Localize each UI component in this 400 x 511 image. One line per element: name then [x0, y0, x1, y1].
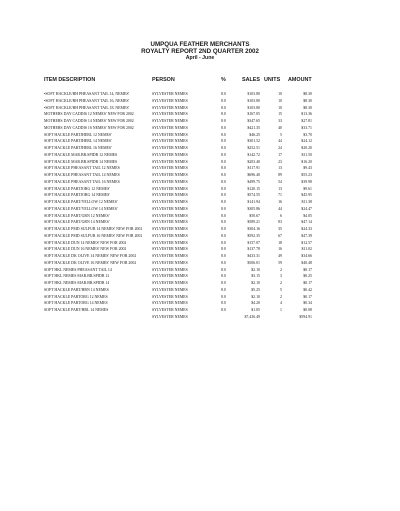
- cell-amount: $9.61: [303, 186, 312, 191]
- cell-sales: $117.91: [247, 166, 260, 171]
- cell-percent: 8.0: [221, 186, 226, 191]
- cell-units: 16: [278, 200, 282, 204]
- cell-units: 44: [278, 206, 282, 211]
- cell-percent: 8.0: [221, 274, 226, 279]
- report-title: ROYALTY REPORT 2ND QUARTER 2002: [141, 48, 259, 55]
- cell-sales: $301.52: [247, 139, 260, 144]
- cell-amount: $13.36: [301, 112, 312, 117]
- cell-units: 23: [278, 159, 282, 164]
- cell-item-description: SOFT HKL NEMES MAR.BR.SPIDR 14: [44, 281, 110, 285]
- cell-person: SYLVESTER NEMES: [152, 301, 188, 306]
- cell-percent: 8.0: [221, 294, 226, 299]
- cell-item-description: •SOFT HACKLE/BH PHEASANT TAIL 16, NEMES': [44, 98, 130, 103]
- cell-percent: 8.0: [221, 254, 226, 258]
- cell-units: 13: [278, 166, 282, 171]
- cell-units: 67: [278, 233, 282, 238]
- cell-sales: $589.21: [247, 220, 260, 225]
- cell-amount: $12.57: [301, 240, 312, 245]
- cell-percent: 8.0: [221, 200, 226, 204]
- cell-person: SYLVESTER NEMES: [152, 213, 188, 218]
- cell-percent: 8.0: [221, 227, 226, 231]
- cell-units: 44: [278, 139, 282, 144]
- cell-amount: $39.98: [301, 179, 312, 184]
- table-row: [0, 172, 400, 179]
- cell-sales: $167.05: [247, 112, 260, 117]
- cell-person: SYLVESTER NEMES: [152, 92, 188, 96]
- cell-item-description: SOFT HACKLE PHEASANT TAIL 14 NEMES: [44, 173, 120, 177]
- cell-amount: $24.12: [301, 139, 312, 144]
- cell-person: SYLVESTER NEMES: [152, 247, 188, 252]
- cell-amount: $11.02: [301, 247, 312, 252]
- cell-sales: $1.05: [251, 308, 260, 312]
- table-row: [0, 186, 400, 193]
- cell-sales: $5.25: [251, 287, 260, 292]
- table-row: [0, 226, 400, 233]
- cell-person: SYLVESTER NEMES: [152, 179, 188, 184]
- cell-sales: $46.25: [249, 132, 260, 137]
- table-row: [0, 219, 400, 226]
- table-row: [0, 152, 400, 159]
- cell-person: SYLVESTER NEMES: [152, 308, 188, 312]
- cell-amount: $8.30: [303, 105, 312, 110]
- cell-percent: 8.0: [221, 267, 226, 272]
- cell-sales: $2.10: [251, 267, 260, 272]
- cell-item-description: SOFT HACKLE MAR.BR.SPIDR 12 NEMES: [44, 152, 118, 157]
- cell-amount: $0.17: [303, 267, 312, 272]
- cell-person: SYLVESTER NEMES: [152, 314, 188, 319]
- cell-sales: $696.40: [247, 173, 260, 177]
- cell-amount: $0.17: [303, 294, 312, 299]
- table-row: [0, 111, 400, 118]
- cell-item-description: SOFT HACKLE PART/YELLOW 12 NEMES': [44, 200, 118, 204]
- report-period: April - June: [185, 55, 215, 61]
- cell-units: 33: [278, 119, 282, 123]
- cell-item-description: •SOFT HACKLE/BH PHEASANT TAIL 18, NEMES': [44, 105, 130, 110]
- cell-item-description: MOTHERS DAY CADDIS 16 NEMES' NEW FOR 2002: [44, 125, 134, 130]
- cell-person: SYLVESTER NEMES: [152, 227, 188, 231]
- cell-amount: $16.20: [301, 159, 312, 164]
- cell-person: SYLVESTER NEMES: [152, 186, 188, 191]
- cell-person: SYLVESTER NEMES: [152, 132, 188, 137]
- cell-percent: 8.0: [221, 146, 226, 150]
- cell-sales: $433.31: [247, 254, 260, 258]
- cell-item-description: SOFT HACKLE DUN 14 NEMES' NEW FOR 2002: [44, 240, 127, 245]
- cell-percent: 8.0: [221, 166, 226, 171]
- cell-percent: 8.0: [221, 98, 226, 103]
- cell-person: SYLVESTER NEMES: [152, 125, 188, 130]
- cell-person: SYLVESTER NEMES: [152, 98, 188, 103]
- cell-person: SYLVESTER NEMES: [152, 233, 188, 238]
- cell-item-description: SOFT HKL NEMES MAR.BR.SPIDR 12: [44, 274, 110, 279]
- table-row: [0, 165, 400, 172]
- cell-sales: $142.72: [247, 152, 260, 157]
- cell-sales: $252.51: [247, 146, 260, 150]
- table-row: [0, 267, 400, 274]
- cell-percent: 8.0: [221, 247, 226, 252]
- cell-person: SYLVESTER NEMES: [152, 287, 188, 292]
- header-units: UNITS: [264, 77, 281, 83]
- cell-percent: 8.0: [221, 139, 226, 144]
- cell-units: 18: [278, 240, 282, 245]
- table-row: [0, 206, 400, 213]
- cell-units: 2: [280, 294, 282, 299]
- cell-amount: $594.91: [299, 314, 312, 319]
- cell-amount: $8.30: [303, 92, 312, 96]
- cell-percent: 8.0: [221, 301, 226, 306]
- cell-units: 40: [278, 125, 282, 130]
- cell-item-description: SOFT HACKLE PARTJORG 12 NEMES': [44, 186, 110, 191]
- cell-amount: $55.23: [301, 173, 312, 177]
- cell-item-description: SOFT HACKLE PHEASANT TAIL 16 NEMES: [44, 179, 120, 184]
- cell-units: 17: [278, 152, 282, 157]
- cell-amount: $47.39: [301, 233, 312, 238]
- cell-units: 4: [280, 301, 282, 306]
- column-headers: [0, 77, 400, 85]
- header-person: PERSON: [152, 77, 175, 83]
- cell-amount: $33.71: [301, 125, 312, 130]
- cell-sales: $157.07: [247, 240, 260, 245]
- cell-percent: 8.0: [221, 152, 226, 157]
- cell-item-description: SOFT HACKLE MAR.BR.SPIDR 14 NEMES: [44, 159, 118, 164]
- cell-amount: $4.05: [303, 213, 312, 218]
- cell-sales: $574.55: [247, 193, 260, 198]
- cell-percent: 8.0: [221, 260, 226, 265]
- cell-item-description: SOFT HACKLE PHEASANT TAIL 12 NEMES: [44, 166, 120, 171]
- cell-amount: $11.38: [301, 200, 312, 204]
- table-row: [0, 300, 400, 307]
- table-row: [0, 213, 400, 220]
- table-row: [0, 287, 400, 294]
- table-row: [0, 105, 400, 112]
- cell-sales: $506.01: [247, 260, 260, 265]
- header-percent: %: [221, 77, 226, 83]
- table-row: [0, 280, 400, 287]
- cell-percent: 8.0: [221, 287, 226, 292]
- cell-person: SYLVESTER NEMES: [152, 294, 188, 299]
- cell-percent: 8.0: [221, 213, 226, 218]
- header-sales: SALES: [242, 77, 260, 83]
- cell-person: SYLVESTER NEMES: [152, 119, 188, 123]
- cell-units: 83: [278, 220, 282, 225]
- cell-units: 2: [280, 281, 282, 285]
- cell-units: 13: [278, 186, 282, 191]
- cell-sales: $592.35: [247, 233, 260, 238]
- cell-amount: $0.17: [303, 281, 312, 285]
- cell-units: 10: [278, 105, 282, 110]
- cell-units: 5: [280, 132, 282, 137]
- cell-person: SYLVESTER NEMES: [152, 193, 188, 198]
- cell-person: SYLVESTER NEMES: [152, 166, 188, 171]
- cell-amount: $11.50: [301, 152, 312, 157]
- cell-person: SYLVESTER NEMES: [152, 173, 188, 177]
- cell-amount: $9.43: [303, 166, 312, 171]
- cell-amount: $0.08: [303, 308, 312, 312]
- cell-amount: $45.95: [301, 193, 312, 198]
- table-row: [0, 192, 400, 199]
- cell-sales: $7,436.49: [244, 314, 260, 319]
- table-row: [0, 240, 400, 247]
- cell-amount: $0.34: [303, 301, 312, 306]
- table-row: [0, 138, 400, 145]
- cell-person: SYLVESTER NEMES: [152, 206, 188, 211]
- cell-amount: $40.48: [301, 260, 312, 265]
- cell-percent: 8.0: [221, 220, 226, 225]
- cell-units: 10: [278, 98, 282, 103]
- table-row: [0, 98, 400, 105]
- cell-sales: $304.16: [247, 227, 260, 231]
- cell-person: SYLVESTER NEMES: [152, 159, 188, 164]
- cell-sales: $141.94: [247, 200, 260, 204]
- cell-sales: $103.80: [247, 98, 260, 103]
- table-row: [0, 260, 400, 267]
- cell-item-description: SOFT HACKLE PARTJORG 14 NEMES': [44, 193, 110, 198]
- report-header: [0, 41, 400, 62]
- table-row: [0, 246, 400, 253]
- cell-percent: 8.0: [221, 132, 226, 137]
- cell-sales: $305.86: [247, 206, 260, 211]
- cell-item-description: SOFT HACKLE PART/GRN 14 NEMES': [44, 220, 110, 225]
- cell-units: 15: [278, 112, 282, 117]
- cell-percent: 8.0: [221, 119, 226, 123]
- cell-units: 3: [280, 274, 282, 279]
- cell-item-description: SOFT HKL NEMES PHEASANT TAIL 14: [44, 267, 112, 272]
- cell-units: 5: [280, 287, 282, 292]
- cell-units: 89: [278, 173, 282, 177]
- cell-item-description: SOFT HACKLE PART/GRN 12 NEMES': [44, 213, 110, 218]
- cell-amount: $24.47: [301, 206, 312, 211]
- cell-sales: $347.65: [247, 119, 260, 123]
- cell-units: 59: [278, 260, 282, 265]
- cell-person: SYLVESTER NEMES: [152, 112, 188, 117]
- table-row: [0, 233, 400, 240]
- cell-percent: 8.0: [221, 105, 226, 110]
- cell-units: 24: [278, 146, 282, 150]
- cell-amount: $20.20: [301, 146, 312, 150]
- cell-item-description: SOFT HACKLE DUN 16 NEMES' NEW FOR 2002: [44, 247, 127, 252]
- cell-item-description: SOFT HACKLE PARTJHERL 12 NEMES': [44, 132, 112, 137]
- cell-amount: $8.30: [303, 98, 312, 103]
- cell-units: 16: [278, 247, 282, 252]
- cell-percent: 8.0: [221, 112, 226, 117]
- cell-sales: $4.20: [251, 301, 260, 306]
- cell-item-description: SOFT HACKLE PARTORG 12 NEMES: [44, 294, 108, 299]
- cell-units: 49: [278, 254, 282, 258]
- cell-units: 1: [280, 308, 282, 312]
- cell-percent: 8.0: [221, 233, 226, 238]
- cell-amount: $0.42: [303, 287, 312, 292]
- company-name: UMPQUA FEATHER MERCHANTS: [150, 41, 250, 48]
- cell-percent: 8.0: [221, 281, 226, 285]
- cell-person: SYLVESTER NEMES: [152, 152, 188, 157]
- totals-row: [0, 314, 400, 321]
- cell-item-description: SOFT HACKLE PART/HRN 14 NEMES: [44, 287, 109, 292]
- cell-person: SYLVESTER NEMES: [152, 146, 188, 150]
- cell-percent: 8.0: [221, 240, 226, 245]
- table-row: [0, 199, 400, 206]
- cell-item-description: SOFT HACKLE PART/YELLOW 14 NEMES': [44, 206, 118, 211]
- table-row: [0, 159, 400, 166]
- table-row: [0, 118, 400, 125]
- table-row: [0, 125, 400, 132]
- table-row: [0, 132, 400, 139]
- cell-amount: $34.66: [301, 254, 312, 258]
- cell-percent: 8.0: [221, 92, 226, 96]
- cell-person: SYLVESTER NEMES: [152, 105, 188, 110]
- cell-item-description: SOFT HACKLE PMD SULFUR 14 NEMES' NEW FOR 2002: [44, 227, 143, 231]
- cell-person: SYLVESTER NEMES: [152, 254, 188, 258]
- cell-person: SYLVESTER NEMES: [152, 281, 188, 285]
- report-table: [0, 91, 400, 321]
- cell-person: SYLVESTER NEMES: [152, 139, 188, 144]
- cell-item-description: •SOFT HACKLE/BH PHEASANT TAIL 14, NEMES': [44, 92, 130, 96]
- cell-item-description: MOTHERS DAY CADDIS 12 NEMES' NEW FOR 2002: [44, 112, 134, 117]
- cell-person: SYLVESTER NEMES: [152, 260, 188, 265]
- header-amount: AMOUNT: [288, 77, 312, 83]
- cell-sales: $2.10: [251, 294, 260, 299]
- cell-sales: $50.67: [249, 213, 260, 218]
- cell-units: 71: [278, 193, 282, 198]
- cell-units: 35: [278, 227, 282, 231]
- cell-item-description: SOFT HACKLE DK OLIVE 14 NEMES' NEW FOR 2002: [44, 254, 137, 258]
- cell-sales: $2.10: [251, 281, 260, 285]
- table-row: [0, 253, 400, 260]
- cell-sales: $499.75: [247, 179, 260, 184]
- cell-item-description: SOFT HACKLE PARTORG 14 NEMES: [44, 301, 108, 306]
- cell-person: SYLVESTER NEMES: [152, 274, 188, 279]
- table-row: [0, 179, 400, 186]
- cell-person: SYLVESTER NEMES: [152, 220, 188, 225]
- table-row: [0, 273, 400, 280]
- cell-person: SYLVESTER NEMES: [152, 200, 188, 204]
- cell-percent: 8.0: [221, 308, 226, 312]
- cell-amount: $0.25: [303, 274, 312, 279]
- cell-amount: $27.81: [301, 119, 312, 123]
- cell-percent: 8.0: [221, 179, 226, 184]
- table-row: [0, 294, 400, 301]
- cell-percent: 8.0: [221, 193, 226, 198]
- header-item-description: ITEM DESCRIPTION: [44, 77, 96, 83]
- cell-item-description: SOFT HACKLE PMD SULFUR 16 NEMES' NEW FOR 2002: [44, 233, 143, 238]
- cell-sales: $203.40: [247, 159, 260, 164]
- cell-sales: $3.15: [251, 274, 260, 279]
- cell-units: 6: [280, 213, 282, 218]
- cell-percent: 8.0: [221, 159, 226, 164]
- cell-percent: 8.0: [221, 125, 226, 130]
- cell-percent: 8.0: [221, 206, 226, 211]
- cell-sales: $421.35: [247, 125, 260, 130]
- cell-units: 10: [278, 92, 282, 96]
- cell-sales: $103.80: [247, 92, 260, 96]
- cell-sales: $120.15: [247, 186, 260, 191]
- cell-sales: $137.78: [247, 247, 260, 252]
- table-row: [0, 91, 400, 98]
- cell-item-description: MOTHERS DAY CADDIS 14 NEMES' NEW FOR 2002: [44, 119, 134, 123]
- table-row: [0, 307, 400, 314]
- cell-item-description: SOFT HACKLE PARTJHERL 16 NEMES': [44, 146, 112, 150]
- cell-sales: $103.80: [247, 105, 260, 110]
- cell-item-description: SOFT HACKLE DK OLIVE 16 NEMES' NEW FOR 2002: [44, 260, 137, 265]
- cell-person: SYLVESTER NEMES: [152, 267, 188, 272]
- cell-amount: $47.14: [301, 220, 312, 225]
- cell-percent: 8.0: [221, 173, 226, 177]
- table-row: [0, 145, 400, 152]
- cell-units: 2: [280, 267, 282, 272]
- cell-amount: $24.33: [301, 227, 312, 231]
- cell-units: 54: [278, 179, 282, 184]
- cell-item-description: SOFT HACKLE PART/HRL 14 NEMES: [44, 308, 109, 312]
- cell-amount: $3.70: [303, 132, 312, 137]
- cell-item-description: SOFT HACKLE PARTJHERL 14 NEMES': [44, 139, 112, 144]
- cell-person: SYLVESTER NEMES: [152, 240, 188, 245]
